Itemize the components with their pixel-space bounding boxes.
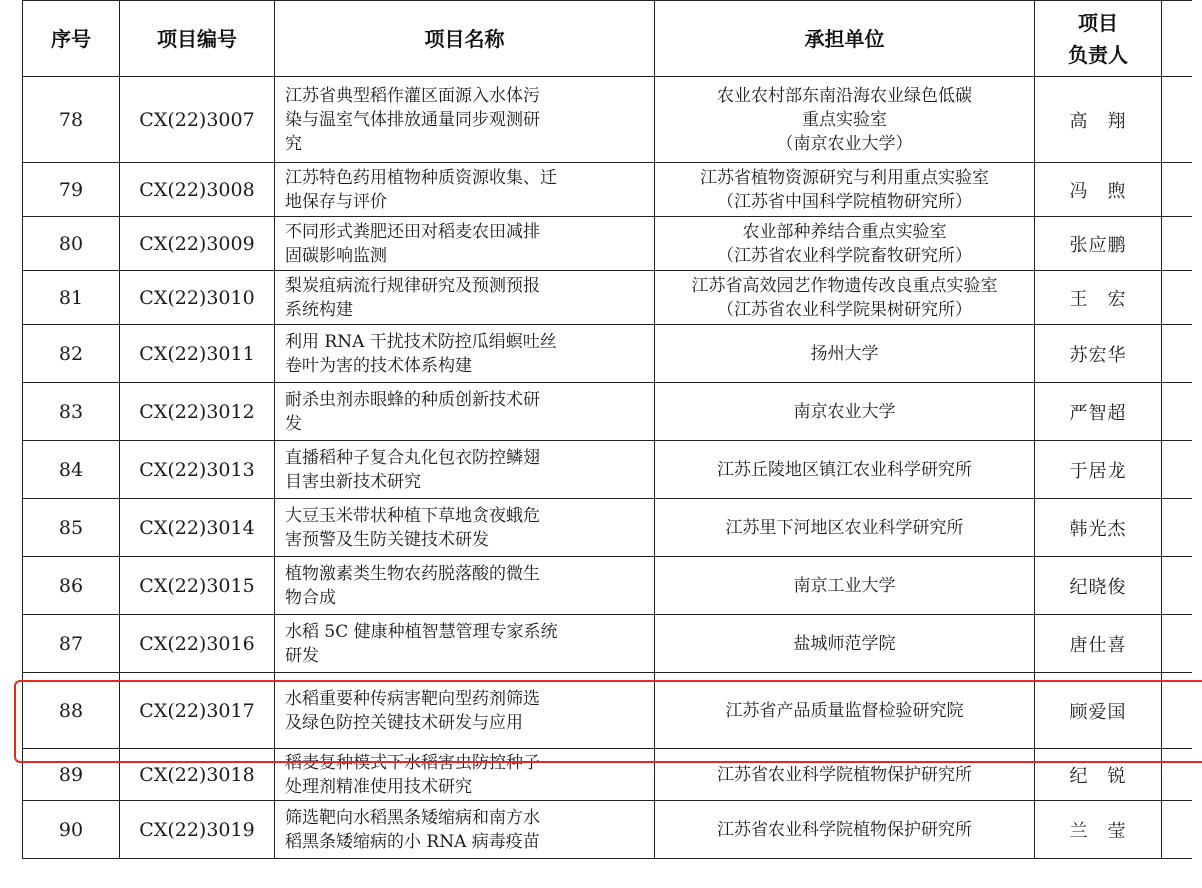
unit-line: 江苏省产品质量监督检验研究院 [725,700,964,721]
cell-project-name [275,673,655,749]
unit-line: （江苏省农业科学院果树研究所） [717,299,972,320]
cell-unit [655,499,1035,557]
table-row [23,801,1192,859]
header-lead-line-2: 负责人 [1068,42,1128,67]
header-lead-line-1: 项目 [1078,10,1118,35]
cell-extra [1162,217,1192,271]
cell-project-name [275,77,655,163]
cell-lead: 苏宏华 [1035,325,1162,383]
project-table [22,0,1192,859]
table-row [23,615,1192,673]
cell-unit [655,557,1035,615]
unit-line: 江苏省农业科学院植物保护研究所 [717,819,972,840]
unit-line: 南京工业大学 [793,575,896,596]
unit-line: 江苏省高效园艺作物遗传改良重点实验室 [691,275,998,296]
cell-code: CX(22)3019 [120,801,275,859]
project-name-line: 及绿色防控关键技术研发与应用 [285,712,523,733]
project-name-line: 固碳影响监测 [285,245,387,266]
cell-unit [655,615,1035,673]
cell-extra [1162,749,1192,801]
project-name-line: 水稻重要种传病害靶向型药剂筛选 [285,688,540,709]
table-row [23,325,1192,383]
cell-no: 80 [23,217,120,271]
cell-no: 82 [23,325,120,383]
unit-line: （江苏省中国科学院植物研究所） [717,191,972,212]
cell-lead: 王 宏 [1035,271,1162,325]
project-name-line: 植物激素类生物农药脱落酸的微生 [285,563,540,584]
table-row [23,499,1192,557]
unit-line: （南京农业大学） [776,133,913,154]
cell-extra [1162,163,1192,217]
cell-unit [655,673,1035,749]
project-name-line: 地保存与评价 [285,191,387,212]
table-body [23,77,1192,859]
cell-code: CX(22)3008 [120,163,275,217]
cell-code: CX(22)3017 [120,673,275,749]
cell-lead: 高 翔 [1035,77,1162,163]
header-name: 项目名称 [275,1,655,77]
cell-no: 78 [23,77,120,163]
unit-line: 农业农村部东南沿海农业绿色低碳 [717,85,972,106]
cell-no: 79 [23,163,120,217]
cell-extra [1162,441,1192,499]
cell-extra [1162,801,1192,859]
unit-line: 江苏省植物资源研究与利用重点实验室 [700,167,989,188]
cell-no: 89 [23,749,120,801]
cell-no: 86 [23,557,120,615]
cell-unit [655,77,1035,163]
project-name-line: 处理剂精准使用技术研究 [285,776,472,797]
project-name-line: 大豆玉米带状种植下草地贪夜蛾危 [285,505,540,526]
cell-project-name [275,383,655,441]
cell-lead: 于居龙 [1035,441,1162,499]
cell-extra [1162,615,1192,673]
cell-unit [655,163,1035,217]
header-code: 项目编号 [120,1,275,77]
cell-lead: 韩光杰 [1035,499,1162,557]
cell-code: CX(22)3013 [120,441,275,499]
cell-lead: 冯 煦 [1035,163,1162,217]
cell-code: CX(22)3016 [120,615,275,673]
cell-unit [655,325,1035,383]
cell-extra [1162,271,1192,325]
unit-line: 南京农业大学 [793,401,896,422]
unit-line: 江苏里下河地区农业科学研究所 [725,517,964,538]
unit-line: （江苏省农业科学院畜牧研究所） [717,245,972,266]
cell-lead: 张应鹏 [1035,217,1162,271]
project-name-line: 稻黑条矮缩病的小 RNA 病毒疫苗 [285,831,540,852]
cell-unit [655,383,1035,441]
cell-project-name [275,801,655,859]
header-unit: 承担单位 [655,1,1035,77]
cell-project-name [275,441,655,499]
cell-code: CX(22)3014 [120,499,275,557]
cell-project-name [275,499,655,557]
project-name-line: 直播稻种子复合丸化包衣防控鳞翅 [285,447,540,468]
header-row [23,1,1192,77]
unit-line: 重点实验室 [802,109,887,130]
cell-code: CX(22)3011 [120,325,275,383]
cell-code: CX(22)3009 [120,217,275,271]
project-name-line: 梨炭疽病流行规律研究及预测预报 [285,275,540,296]
cell-extra [1162,383,1192,441]
unit-line: 江苏省农业科学院植物保护研究所 [717,764,972,785]
header-extra [1162,1,1192,77]
project-name-line: 研发 [285,645,319,666]
cell-extra [1162,673,1192,749]
cell-project-name [275,749,655,801]
cell-extra [1162,325,1192,383]
cell-code: CX(22)3015 [120,557,275,615]
project-name-line: 染与温室气体排放通量同步观测研 [285,109,540,130]
project-name-line: 究 [285,133,302,154]
unit-line: 盐城师范学院 [793,633,896,654]
table-row [23,163,1192,217]
cell-no: 84 [23,441,120,499]
cell-unit [655,271,1035,325]
table-row [23,557,1192,615]
project-name-line: 耐杀虫剂赤眼蜂的种质创新技术研 [285,389,540,410]
project-name-line: 目害虫新技术研究 [285,471,421,492]
cell-code: CX(22)3018 [120,749,275,801]
cell-no: 83 [23,383,120,441]
cell-no: 81 [23,271,120,325]
cell-extra [1162,557,1192,615]
project-name-line: 不同形式粪肥还田对稻麦农田减排 [285,221,540,242]
cell-unit [655,217,1035,271]
cell-project-name [275,615,655,673]
cell-code: CX(22)3007 [120,77,275,163]
cell-extra [1162,77,1192,163]
cell-lead: 唐仕喜 [1035,615,1162,673]
cell-lead: 严智超 [1035,383,1162,441]
table-row [23,217,1192,271]
cell-project-name [275,557,655,615]
cell-project-name [275,217,655,271]
table-row [23,77,1192,163]
cell-project-name [275,163,655,217]
cell-project-name [275,325,655,383]
cell-lead: 兰 莹 [1035,801,1162,859]
project-name-line: 水稻 5C 健康种植智慧管理专家系统 [285,621,558,642]
project-name-line: 物合成 [285,587,336,608]
table-row [23,749,1192,801]
cell-unit [655,441,1035,499]
cell-lead: 纪 锐 [1035,749,1162,801]
cell-no: 88 [23,673,120,749]
project-name-line: 江苏特色药用植物种质资源收集、迁 [285,167,557,188]
project-name-line: 江苏省典型稻作灌区面源入水体污 [285,85,540,106]
cell-lead: 纪晓俊 [1035,557,1162,615]
cell-lead: 顾爱国 [1035,673,1162,749]
table-row [23,673,1192,749]
header-lead [1035,1,1162,77]
unit-line: 扬州大学 [810,343,879,364]
project-name-line: 筛选靶向水稻黑条矮缩病和南方水 [285,807,540,828]
project-name-line: 利用 RNA 干扰技术防控瓜绢螟吐丝 [285,331,557,352]
project-name-line: 发 [285,413,302,434]
project-name-line: 稻麦复种模式下水稻害虫防控种子 [285,752,540,773]
cell-code: CX(22)3012 [120,383,275,441]
cell-project-name [275,271,655,325]
unit-line: 农业部种养结合重点实验室 [742,221,947,242]
unit-line: 江苏丘陵地区镇江农业科学研究所 [717,459,972,480]
cell-no: 87 [23,615,120,673]
cell-no: 90 [23,801,120,859]
header-no: 序号 [23,1,120,77]
cell-code: CX(22)3010 [120,271,275,325]
table-row [23,383,1192,441]
project-name-line: 系统构建 [285,299,353,320]
table-row [23,271,1192,325]
cell-no: 85 [23,499,120,557]
project-name-line: 害预警及生防关键技术研发 [285,529,489,550]
cell-unit [655,801,1035,859]
table-row [23,441,1192,499]
cell-unit [655,749,1035,801]
cell-extra [1162,499,1192,557]
project-name-line: 卷叶为害的技术体系构建 [285,355,472,376]
